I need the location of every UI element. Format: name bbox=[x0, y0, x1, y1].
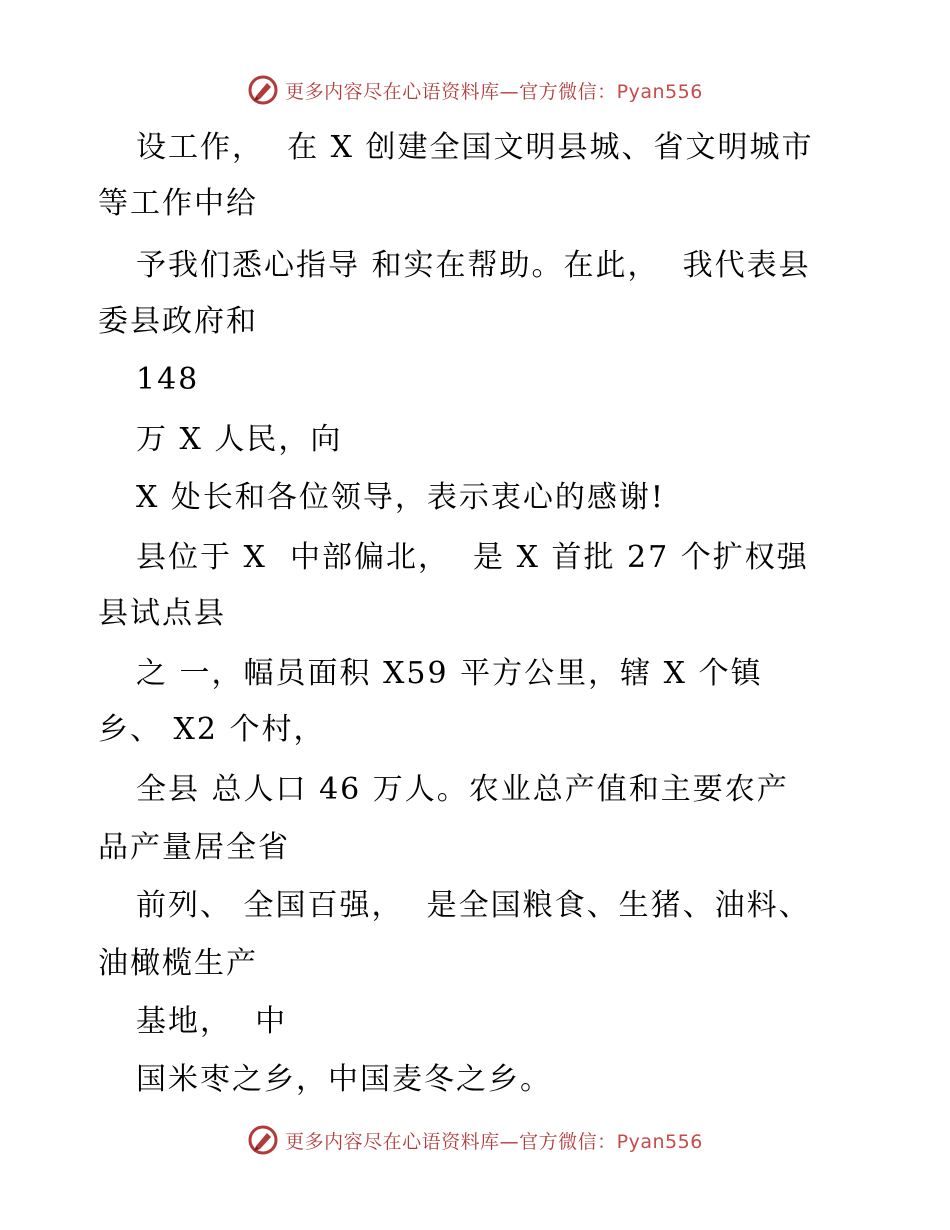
text-line: 油橄榄生产 bbox=[98, 946, 258, 981]
text-line: 之 一，幅员面积 X59 平方公里，辖 X 个镇 bbox=[136, 656, 763, 691]
text-line: X 处长和各位领导，表示衷心的感谢! bbox=[136, 480, 665, 515]
text-line: 等工作中给 bbox=[98, 186, 258, 221]
banner-text: 更多内容尽在心语资料库—官方微信：Pyan556 bbox=[285, 80, 703, 103]
text-line: 品产量居全省 bbox=[98, 830, 290, 865]
text-line: 委县政府和 bbox=[98, 304, 258, 339]
text-line: 县位于 X 中部偏北， 是 X 首批 27 个扩权强 bbox=[136, 540, 809, 575]
wechat-handle: Pyan556 bbox=[616, 80, 703, 103]
banner-text: 更多内容尽在心语资料库—官方微信：Pyan556 bbox=[285, 1130, 703, 1153]
footer-banner bbox=[0, 1120, 950, 1160]
text-line: 全县 总人口 46 万人。农业总产值和主要农产 bbox=[136, 772, 789, 807]
text-line: 乡、 X2 个村， bbox=[98, 712, 326, 747]
header-banner bbox=[0, 70, 950, 110]
text-line: 设工作， 在 X 创建全国文明县城、省文明城市 bbox=[136, 130, 814, 165]
text-line: 国米枣之乡，中国麦冬之乡。 bbox=[136, 1062, 552, 1097]
text-line: 基地， 中 bbox=[136, 1004, 288, 1039]
pen-logo-icon bbox=[247, 1124, 279, 1156]
text-line: 148 bbox=[136, 362, 200, 397]
wechat-handle: Pyan556 bbox=[616, 1130, 703, 1153]
pen-logo-icon bbox=[247, 74, 279, 106]
text-line: 县试点县 bbox=[98, 596, 226, 631]
text-line: 予我们悉心指导 和实在帮助。在此， 我代表县 bbox=[136, 248, 811, 283]
text-line: 万 X 人民，向 bbox=[136, 422, 343, 457]
text-line: 前列、 全国百强， 是全国粮食、生猪、油料、 bbox=[136, 888, 811, 923]
